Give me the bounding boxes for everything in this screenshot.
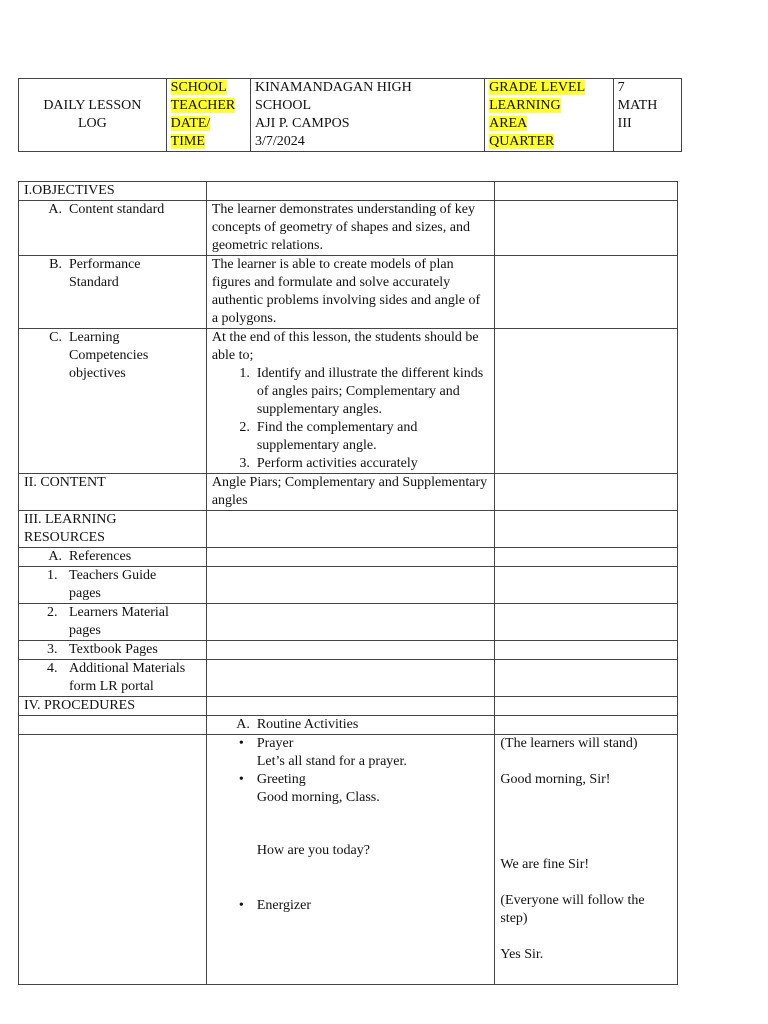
resource-item: 3. Textbook Pages	[19, 641, 207, 660]
table-row	[19, 716, 678, 735]
teacher-label: TEACHER	[170, 98, 236, 113]
competencies-text	[206, 329, 495, 474]
date-value: 3/7/2024	[255, 134, 305, 149]
table-row	[19, 474, 678, 511]
content-standard-label: A. Content standard	[19, 201, 207, 256]
table-row	[19, 641, 678, 660]
objective-list	[212, 365, 490, 473]
resource-item: 2. Learners Material pages	[19, 604, 207, 641]
list-item: 3. Perform activities accurately	[239, 456, 418, 471]
resource-item: 1. Teachers Guide pages	[19, 567, 207, 604]
table-row	[19, 256, 678, 329]
time-label: TIME	[170, 134, 205, 149]
table-row	[19, 604, 678, 641]
school-value: KINAMANDAGAN HIGH	[255, 80, 412, 95]
table-row	[19, 548, 678, 567]
content-text: Angle Piars; Complementary and Supplementary angles	[206, 474, 495, 511]
list-item: 2. Find the complementary and supplementary angle.	[239, 420, 418, 453]
learning-area-label-cont: AREA	[489, 116, 528, 131]
list-item: 1. Identify and illustrate the different kinds of angles pairs; Complementary and supplementary angles.	[239, 366, 484, 417]
list-item: • Prayer	[238, 736, 294, 751]
table-row	[19, 201, 678, 256]
header-labels-right	[485, 79, 614, 152]
content-standard-text: The learner demonstrates understanding of key concepts of geometry of shapes and sizes, and geometric relations.	[206, 201, 495, 256]
table-row	[19, 567, 678, 604]
table-row	[19, 697, 678, 716]
quarter-label: QUARTER	[489, 134, 555, 149]
objectives-heading: I.OBJECTIVES	[19, 182, 207, 201]
grade-level-label: GRADE LEVEL	[489, 80, 586, 95]
performance-standard-label: B. Performance Standard	[19, 256, 207, 329]
school-label: SCHOOL	[170, 80, 227, 95]
procedures-heading: IV. PROCEDURES	[19, 697, 207, 716]
table-row	[19, 511, 678, 548]
content-heading: II. CONTENT	[19, 474, 207, 511]
learning-area-value: MATH	[617, 98, 658, 113]
table-row	[19, 735, 678, 985]
table-row	[19, 660, 678, 697]
competencies-intro: At the end of this lesson, the students should be able to;	[211, 330, 479, 363]
grade-level-value: 7	[617, 80, 625, 95]
date-label: DATE/	[170, 116, 211, 131]
log-title: DAILY LESSON LOG	[19, 79, 167, 152]
quarter-value: III	[617, 116, 632, 131]
table-row	[19, 329, 678, 474]
routine-activities: A. Routine Activities	[206, 716, 495, 735]
header-values-left	[251, 79, 485, 152]
routine-teacher-column: • Prayer Let’s all stand for a prayer. • Greeting Good morning, Class. How are you today? • Energizer	[206, 735, 495, 985]
competencies-label: C. Learning Competencies objectives	[19, 329, 207, 474]
school-value-cont: SCHOOL	[255, 98, 312, 113]
performance-standard-text: The learner is able to create models of plan figures and formulate and solve accurately authentic problems involving sides and angle of a polygons.	[206, 256, 495, 329]
learning-area-label: LEARNING	[489, 98, 561, 113]
teacher-value: AJI P. CAMPOS	[255, 116, 350, 131]
header-labels-left	[166, 79, 250, 152]
list-item: • Energizer	[238, 898, 311, 913]
table-row	[19, 182, 678, 201]
resources-heading: III. LEARNING RESOURCES	[19, 511, 207, 548]
references-label: A. References	[19, 548, 207, 567]
lesson-table	[18, 181, 678, 985]
header-values-right	[613, 79, 681, 152]
resource-item: 4. Additional Materials form LR portal	[19, 660, 207, 697]
routine-learner-column: (The learners will stand) Good morning, Sir! We are fine Sir! (Everyone will follow the step) Yes Sir.	[495, 735, 678, 985]
list-item: • Greeting	[238, 772, 306, 787]
header-table	[18, 78, 682, 152]
